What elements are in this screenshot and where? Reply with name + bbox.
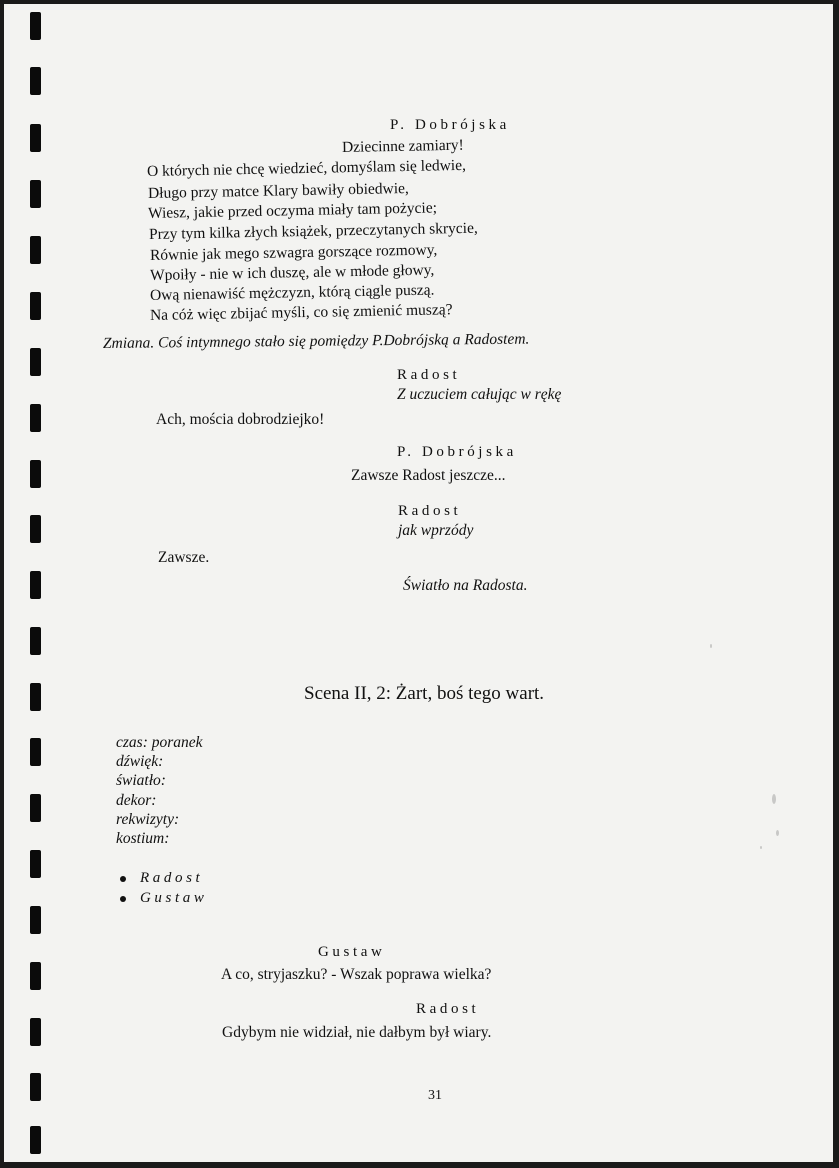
speaker-name: Radost [397, 367, 461, 383]
binding-hole [30, 962, 41, 990]
verse-line: Długo przy matce Klary bawiły obiedwie, [147, 179, 409, 202]
speaker-name: Gustaw [318, 944, 386, 960]
verse-line: O których nie chcę wiedzieć, domyślam się ledwie, [146, 156, 467, 180]
bullet-icon [120, 896, 126, 902]
verse-line: Równie jak mego szwagra gorszące rozmowy, [149, 241, 438, 264]
cast-name: Gustaw [140, 890, 208, 906]
bullet-icon [120, 876, 126, 882]
binding-hole [30, 738, 41, 766]
binding-hole [30, 571, 41, 599]
stage-direction: Z uczuciem całując w rękę [397, 386, 562, 403]
verse-line: Dziecinne zamiary! [341, 136, 464, 156]
scene-note: dekor: [116, 792, 157, 809]
spiral-binding [30, 4, 44, 1162]
scan-speck [772, 794, 776, 804]
binding-hole [30, 850, 41, 878]
binding-hole [30, 180, 41, 208]
stage-direction: jak wprzódy [398, 522, 474, 539]
page-number: 31 [428, 1088, 442, 1103]
scan-speck [760, 846, 762, 849]
binding-hole [30, 1126, 41, 1154]
stage-direction: Zmiana. Coś intymnego stało się pomiędzy P.Dobrójską a Radostem. [102, 330, 530, 352]
speaker-name: Radost [398, 503, 462, 519]
scene-note: rekwizyty: [116, 811, 180, 828]
binding-hole [30, 292, 41, 320]
speaker-name: Radost [416, 1001, 480, 1017]
verse-line: Wpoiły - nie w ich duszę, ale w młode głowy, [149, 261, 435, 284]
binding-hole [30, 627, 41, 655]
binding-hole [30, 906, 41, 934]
cast-item [120, 870, 203, 887]
stage-direction: Światło na Radosta. [403, 577, 528, 594]
cast-item [120, 890, 207, 907]
dialogue-line: Zawsze Radost jeszcze... [351, 467, 506, 484]
scene-title: Scena II, 2: Żart, boś tego wart. [304, 683, 545, 704]
verse-line: Ową nienawiść mężczyzn, którą ciągle puszą. [149, 281, 435, 304]
binding-hole [30, 794, 41, 822]
verse-line: Na cóż więc zbijać myśli, co się zmienić muszą? [149, 301, 453, 324]
dialogue-line: Gdybym nie widział, nie dałbym był wiary. [222, 1024, 492, 1041]
binding-hole [30, 683, 41, 711]
scene-note: dźwięk: [116, 753, 164, 770]
cast-name: Radost [140, 870, 204, 886]
binding-hole [30, 404, 41, 432]
dialogue-line: Zawsze. [158, 549, 210, 566]
script-page [4, 4, 833, 1162]
scan-speck [776, 830, 779, 836]
binding-hole [30, 515, 41, 543]
scene-note: światło: [116, 772, 166, 789]
verse-line: Przy tym kilka złych książek, przeczytanych skrycie, [148, 219, 478, 243]
binding-hole [30, 12, 41, 40]
verse-line: Wiesz, jakie przed oczyma miały tam pożycie; [147, 199, 438, 222]
speaker-name: P. Dobrójska [397, 444, 517, 460]
binding-hole [30, 348, 41, 376]
binding-hole [30, 124, 41, 152]
speaker-name: P. Dobrójska [390, 117, 510, 133]
scene-note: kostium: [116, 830, 170, 847]
scene-note: czas: poranek [116, 734, 203, 751]
scan-speck [710, 644, 712, 648]
binding-hole [30, 1018, 41, 1046]
binding-hole [30, 460, 41, 488]
binding-hole [30, 1073, 41, 1101]
binding-hole [30, 67, 41, 95]
dialogue-line: Ach, mościa dobrodziejko! [156, 411, 325, 428]
binding-hole [30, 236, 41, 264]
dialogue-line: A co, stryjaszku? - Wszak poprawa wielka? [221, 966, 492, 983]
